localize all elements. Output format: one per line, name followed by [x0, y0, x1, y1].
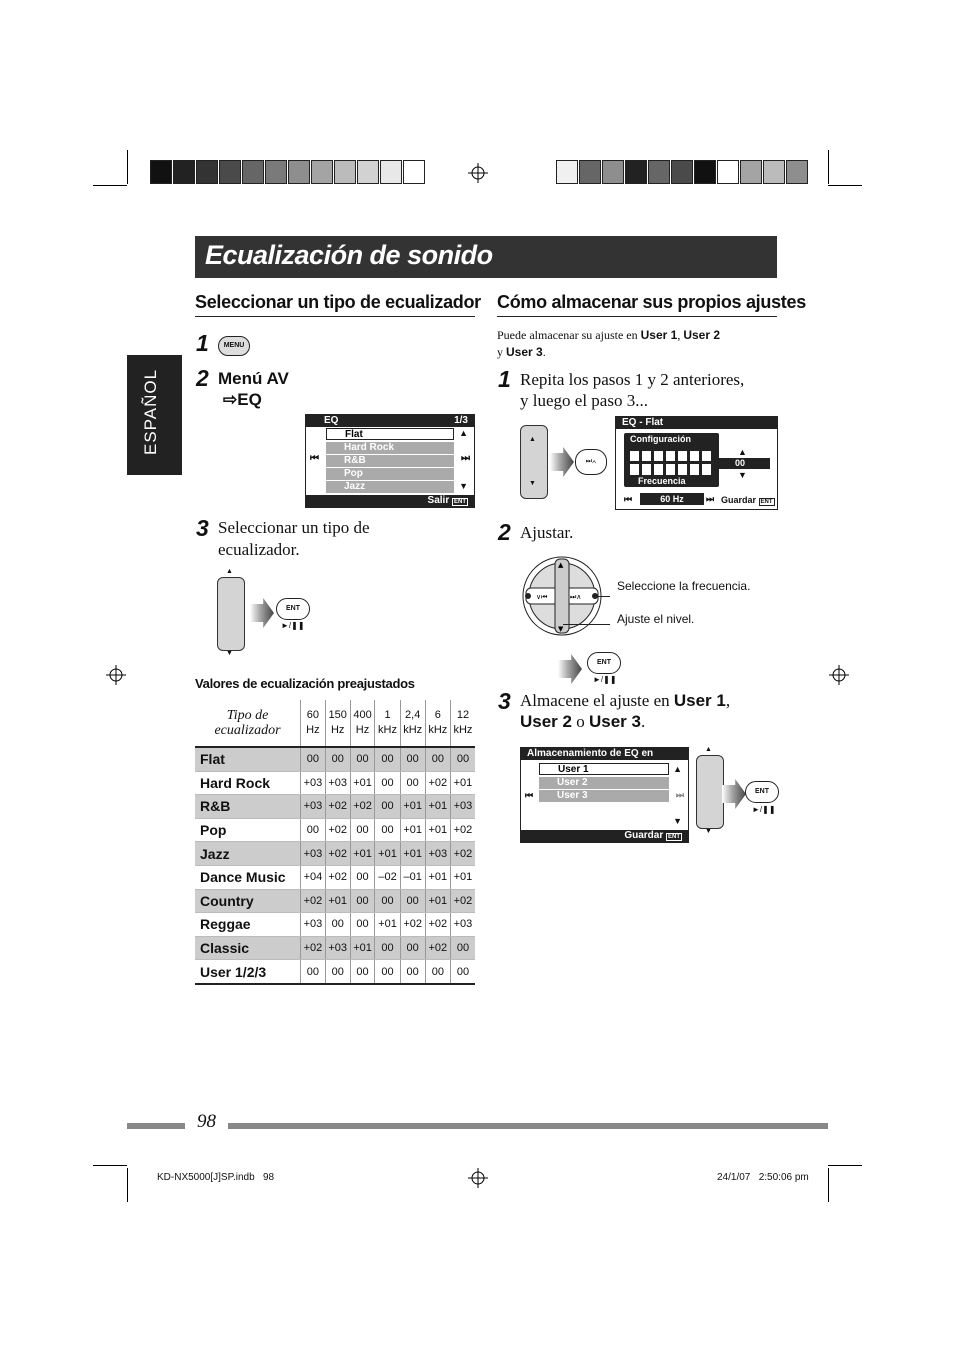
registration-target-icon	[106, 665, 126, 685]
page-number: 98	[197, 1111, 216, 1132]
eq-value-cell: 00	[301, 747, 326, 771]
eq-value-cell: 00	[425, 960, 450, 984]
eq-type-name: Pop	[195, 818, 301, 842]
column-header-freq	[301, 700, 326, 747]
dial-down-icon: ▼	[529, 480, 536, 487]
eq-value-cell: +01	[400, 795, 425, 819]
eq-value-cell: +02	[400, 913, 425, 937]
eq-value-cell: +01	[425, 818, 450, 842]
flow-arrow-icon	[722, 779, 746, 809]
play-pause-label: ►/❚❚	[593, 675, 617, 684]
step3-text-part: Almacene el ajuste en	[520, 691, 674, 710]
slider-thumb	[630, 461, 639, 464]
color-swatch	[288, 160, 310, 184]
eq-value-cell: +03	[301, 795, 326, 819]
intro-part: .	[542, 345, 546, 359]
intro-part: Puede almacenar su ajuste en	[497, 328, 641, 342]
page-title: Ecualización de sonido	[205, 240, 493, 270]
color-swatch	[694, 160, 716, 184]
eq-type-name: Jazz	[195, 842, 301, 866]
lcd-list-item[interactable]: Hard Rock	[326, 442, 454, 454]
eq-type-name: Classic	[195, 936, 301, 960]
lcd-header: Almacenamiento de EQ en	[521, 748, 688, 760]
freq-value: 2,4	[405, 709, 421, 721]
frequency-label: Frecuencia	[638, 476, 686, 486]
step3-text-line2: ecualizador.	[218, 540, 300, 559]
user3-label: User 3	[588, 712, 641, 731]
eq-value-cell: +02	[325, 842, 350, 866]
eq-type-name: Flat	[195, 747, 301, 771]
freq-value: 400	[353, 709, 372, 721]
flow-arrow-icon	[558, 654, 582, 684]
eq-value-cell: 00	[425, 747, 450, 771]
color-swatch	[602, 160, 624, 184]
eq-value-cell: +01	[350, 771, 375, 795]
eq-value-cell: +02	[450, 889, 475, 913]
ent-icon: ENT	[760, 499, 773, 505]
menu-path-eq: ⇨EQ	[223, 390, 262, 409]
table-row	[195, 771, 475, 795]
eq-value-cell: +04	[301, 865, 326, 889]
color-swatch	[196, 160, 218, 184]
step1-text-line1: Repita los pasos 1 y 2 anteriores,	[520, 370, 745, 389]
callout-adjust-level: Ajuste el nivel.	[617, 612, 695, 626]
eq-value-cell: 00	[325, 913, 350, 937]
eq-type-name: Country	[195, 889, 301, 913]
eq-band-slider[interactable]	[701, 450, 712, 476]
color-swatch	[740, 160, 762, 184]
step-number: 3	[498, 688, 511, 714]
eq-value-cell: +02	[325, 795, 350, 819]
eq-value-cell: +02	[325, 818, 350, 842]
play-pause-label: ►/❚❚	[281, 621, 305, 630]
crop-mark	[127, 1168, 128, 1202]
svg-text:⏭∧: ⏭∧	[570, 593, 582, 601]
menu-path-av: Menú AV	[218, 369, 289, 388]
freq-unit: kHz	[453, 724, 473, 736]
eq-value-cell: +01	[350, 842, 375, 866]
lcd-list-item[interactable]: Flat	[326, 428, 454, 440]
freq-unit: kHz	[378, 724, 397, 736]
freq-unit: Hz	[355, 724, 370, 736]
user2-label: User 2	[683, 328, 721, 342]
eq-value-cell: +01	[425, 865, 450, 889]
step3-text-part: ,	[725, 691, 731, 710]
prev-icon: ⏮	[624, 494, 633, 504]
eq-value-cell: 00	[301, 818, 326, 842]
eq-value-cell: 00	[375, 936, 400, 960]
scroll-down-icon: ▼	[459, 481, 468, 491]
dial-up-icon: ▲	[705, 746, 712, 753]
eq-value-cell: +01	[400, 818, 425, 842]
eq-value-cell: 00	[350, 865, 375, 889]
freq-value: 60	[306, 709, 320, 721]
intro-text	[497, 327, 720, 361]
dial-up-icon: ▲	[226, 568, 233, 575]
eq-value-cell: 00	[400, 747, 425, 771]
color-swatch	[380, 160, 402, 184]
eq-value-cell: 00	[450, 747, 475, 771]
column-header-freq	[325, 700, 350, 747]
eq-value-cell: +02	[425, 913, 450, 937]
crop-mark	[828, 185, 862, 186]
step1-text-line2: y luego el paso 3...	[520, 391, 648, 410]
eq-band-slider[interactable]	[653, 450, 664, 476]
eq-value-cell: 00	[375, 771, 400, 795]
dial-down-icon: ▼	[705, 828, 712, 835]
eq-value-cell: 00	[375, 795, 400, 819]
table-header-row	[195, 700, 475, 747]
lcd-footer	[306, 495, 474, 507]
color-swatch	[556, 160, 578, 184]
step-number: 2	[196, 365, 209, 391]
level-value: 00	[710, 458, 770, 469]
intro-part: ,	[677, 328, 684, 342]
next-icon: ⏭	[461, 453, 470, 464]
crop-mark	[93, 185, 127, 186]
lcd-footer	[521, 830, 688, 842]
user1-label: User 1	[640, 328, 678, 342]
eq-value-cell: –01	[400, 865, 425, 889]
eq-value-cell: +03	[325, 771, 350, 795]
eq-lcd-display	[305, 414, 475, 508]
eq-value-cell: 00	[375, 818, 400, 842]
eq-value-cell: 00	[350, 913, 375, 937]
store-eq-lcd	[520, 747, 689, 843]
table-row	[195, 747, 475, 771]
section-heading-right: Cómo almacenar sus propios ajustes	[497, 292, 806, 312]
eq-value-cell: +02	[450, 842, 475, 866]
eq-value-cell: 00	[350, 960, 375, 984]
svg-text:▲: ▲	[558, 561, 564, 569]
freq-value: 12	[456, 709, 470, 721]
table-row	[195, 865, 475, 889]
crop-mark	[828, 1165, 862, 1166]
eq-value-cell: 00	[400, 771, 425, 795]
eq-value-cell: 00	[350, 747, 375, 771]
step-number: 1	[498, 366, 511, 392]
flow-arrow-icon	[550, 447, 574, 477]
registration-target-icon	[468, 163, 488, 183]
next-icon: ⏭	[675, 790, 684, 800]
eq-value-cell: 00	[350, 889, 375, 913]
freq-unit: Hz	[306, 724, 320, 736]
color-swatch	[311, 160, 333, 184]
eq-value-cell: 00	[325, 960, 350, 984]
column-header-freq	[400, 700, 425, 747]
table-row	[195, 936, 475, 960]
eq-band-slider[interactable]	[629, 450, 640, 476]
ent-button[interactable]: ENT	[587, 652, 621, 674]
skip-button[interactable]: ⏭∧	[575, 449, 607, 475]
control-dial[interactable]	[696, 755, 724, 829]
divider	[195, 316, 475, 317]
dial-up-icon: ▲	[529, 436, 536, 443]
step-number: 1	[196, 330, 209, 356]
ent-icon: ENT	[668, 834, 680, 840]
slider-thumb	[702, 461, 711, 464]
eq-band-slider[interactable]	[677, 450, 688, 476]
play-pause-label: ►/❚❚	[752, 805, 776, 814]
freq-value: 1	[384, 709, 391, 721]
freq-unit: kHz	[428, 724, 448, 736]
eq-value-cell: +02	[425, 771, 450, 795]
eq-value-cell: –02	[375, 865, 400, 889]
color-swatch	[717, 160, 739, 184]
ent-icon: ENT	[454, 499, 466, 505]
footer-date-info: 24/1/07 2:50:06 pm	[717, 1172, 809, 1183]
footer-bar-right	[228, 1123, 828, 1129]
crop-mark	[93, 1165, 127, 1166]
footer-bar-left	[127, 1123, 185, 1129]
registration-target-icon	[468, 1168, 488, 1188]
column-header-freq	[450, 700, 475, 747]
slider-thumb	[690, 461, 699, 464]
column-header-freq	[425, 700, 450, 747]
lcd-header-left: EQ	[324, 415, 339, 426]
callout-select-frequency: Seleccione la frecuencia.	[617, 579, 751, 593]
eq-value-cell: +03	[301, 842, 326, 866]
eq-value-cell: +03	[450, 795, 475, 819]
slider-thumb	[666, 461, 675, 464]
eq-value-cell: +01	[425, 795, 450, 819]
step-number: 2	[498, 519, 511, 545]
eq-type-name: Dance Music	[195, 865, 301, 889]
scroll-up-icon: ▲	[673, 764, 682, 774]
color-swatch	[219, 160, 241, 184]
eq-value-cell: +03	[450, 913, 475, 937]
user1-label: User 1	[673, 691, 726, 710]
eq-value-cell: +01	[400, 842, 425, 866]
exit-label: Salir	[427, 495, 450, 506]
config-label: Configuración	[630, 434, 691, 444]
eq-value-cell: +02	[450, 818, 475, 842]
eq-value-cell: 00	[301, 960, 326, 984]
eq-value-cell: +01	[450, 771, 475, 795]
frequency-value: 60 Hz	[640, 493, 704, 505]
eq-value-cell: 00	[450, 960, 475, 984]
column-header-freq	[375, 700, 400, 747]
registration-target-icon	[829, 665, 849, 685]
page-title-bar	[195, 236, 777, 278]
flow-arrow-icon	[250, 598, 274, 628]
lcd-list-item[interactable]: Jazz	[326, 481, 454, 493]
user2-label: User 2	[520, 712, 572, 731]
step2-text: Ajustar.	[520, 523, 574, 542]
step3-text-part: o	[571, 712, 589, 731]
eq-value-cell: 00	[450, 936, 475, 960]
color-swatch	[173, 160, 195, 184]
slider-thumb	[642, 461, 651, 464]
column-header-freq	[350, 700, 375, 747]
eq-type-name: Reggae	[195, 913, 301, 937]
freq-unit: kHz	[403, 724, 423, 736]
ent-button[interactable]: ENT	[276, 598, 310, 620]
lcd-list-item[interactable]: User 2	[539, 777, 669, 789]
eq-type-name: Hard Rock	[195, 771, 301, 795]
table-row	[195, 960, 475, 984]
column-header-type	[195, 700, 301, 747]
crop-mark	[828, 1168, 829, 1202]
next-icon: ⏭	[706, 494, 715, 504]
footer-file-info: KD-NX5000[J]SP.indb 98	[157, 1172, 275, 1183]
eq-value-cell: +02	[350, 795, 375, 819]
divider	[497, 316, 777, 317]
color-swatch	[786, 160, 808, 184]
table-row	[195, 795, 475, 819]
eq-value-cell: +01	[350, 936, 375, 960]
table-heading: Valores de ecualización preajustados	[195, 676, 415, 691]
color-swatch	[648, 160, 670, 184]
freq-value: 150	[328, 709, 347, 721]
lcd-header: EQ - Flat	[616, 417, 777, 429]
eq-value-cell: +01	[450, 865, 475, 889]
eq-value-cell: 00	[400, 960, 425, 984]
color-swatch	[579, 160, 601, 184]
eq-value-cell: +03	[301, 913, 326, 937]
lcd-list-item[interactable]: Pop	[326, 468, 454, 480]
eq-value-cell: +02	[425, 936, 450, 960]
level-up-icon: ▲	[738, 447, 747, 457]
table-row	[195, 913, 475, 937]
step3-text-part: .	[640, 712, 646, 731]
freq-value: 6	[434, 709, 441, 721]
scroll-up-icon: ▲	[459, 428, 468, 438]
table-row	[195, 818, 475, 842]
color-swatch	[763, 160, 785, 184]
eq-value-cell: +01	[325, 889, 350, 913]
section-heading-left: Seleccionar un tipo de ecualizador	[195, 292, 481, 312]
eq-band-slider[interactable]	[689, 450, 700, 476]
eq-value-cell: +02	[301, 889, 326, 913]
user3-label: User 3	[506, 345, 543, 359]
eq-value-cell: 00	[325, 747, 350, 771]
eq-value-cell: +03	[301, 771, 326, 795]
eq-value-cell: 00	[400, 889, 425, 913]
eq-band-slider[interactable]	[665, 450, 676, 476]
eq-settings-lcd	[615, 416, 778, 510]
step3-text	[520, 690, 780, 732]
eq-value-cell: +01	[375, 913, 400, 937]
svg-text:▼: ▼	[558, 625, 564, 633]
level-down-icon: ▼	[738, 470, 747, 480]
save-label: Guardar	[624, 830, 664, 841]
color-swatch	[625, 160, 647, 184]
color-swatch	[357, 160, 379, 184]
eq-type-name: R&B	[195, 795, 301, 819]
slider-thumb	[654, 461, 663, 464]
lcd-header-right: 1/3	[454, 415, 468, 426]
eq-value-cell: 00	[350, 818, 375, 842]
freq-unit: Hz	[330, 724, 345, 736]
eq-value-cell: 00	[375, 960, 400, 984]
control-dial[interactable]	[217, 577, 245, 651]
lcd-list-item[interactable]: User 1	[539, 763, 669, 775]
ent-button[interactable]: ENT	[745, 781, 779, 803]
eq-value-cell: 00	[375, 747, 400, 771]
color-swatch	[242, 160, 264, 184]
color-swatch	[334, 160, 356, 184]
prev-icon: ⏮	[310, 453, 319, 464]
eq-value-cell: 00	[375, 889, 400, 913]
language-tab	[127, 355, 182, 475]
color-swatch	[403, 160, 425, 184]
callout-line	[595, 596, 610, 597]
save-text: Guardar	[721, 495, 757, 505]
eq-presets-table	[195, 700, 475, 985]
language-label: ESPAÑOL	[141, 368, 160, 455]
eq-value-cell: +03	[325, 936, 350, 960]
eq-type-name: User 1/2/3	[195, 960, 301, 984]
eq-value-cell: +02	[325, 865, 350, 889]
column-header-text: Tipo de ecualizador	[214, 708, 281, 738]
eq-band-slider[interactable]	[641, 450, 652, 476]
crop-mark	[127, 150, 128, 184]
eq-value-cell: +01	[425, 889, 450, 913]
save-label	[721, 495, 775, 505]
eq-value-cell: +01	[375, 842, 400, 866]
table-row	[195, 889, 475, 913]
dial-down-icon: ▼	[226, 650, 233, 657]
crop-mark	[828, 150, 829, 184]
color-swatch	[671, 160, 693, 184]
lcd-list-item[interactable]: User 3	[539, 790, 669, 802]
slider-thumb	[678, 461, 687, 464]
eq-value-cell: +02	[301, 936, 326, 960]
callout-line	[563, 624, 610, 625]
intro-part: y	[497, 345, 506, 359]
table-row	[195, 842, 475, 866]
step3-text-line1: Seleccionar un tipo de	[218, 518, 370, 537]
lcd-list-item[interactable]: R&B	[326, 455, 454, 467]
lcd-header	[306, 415, 474, 427]
svg-text:∨⏮: ∨⏮	[536, 593, 548, 601]
color-swatch	[150, 160, 172, 184]
eq-value-cell: 00	[400, 936, 425, 960]
eq-value-cell: +03	[425, 842, 450, 866]
menu-button[interactable]: MENU	[218, 336, 250, 356]
prev-icon: ⏮	[525, 790, 534, 800]
scroll-down-icon: ▼	[673, 816, 682, 826]
step-number: 3	[196, 515, 209, 541]
color-swatch	[265, 160, 287, 184]
